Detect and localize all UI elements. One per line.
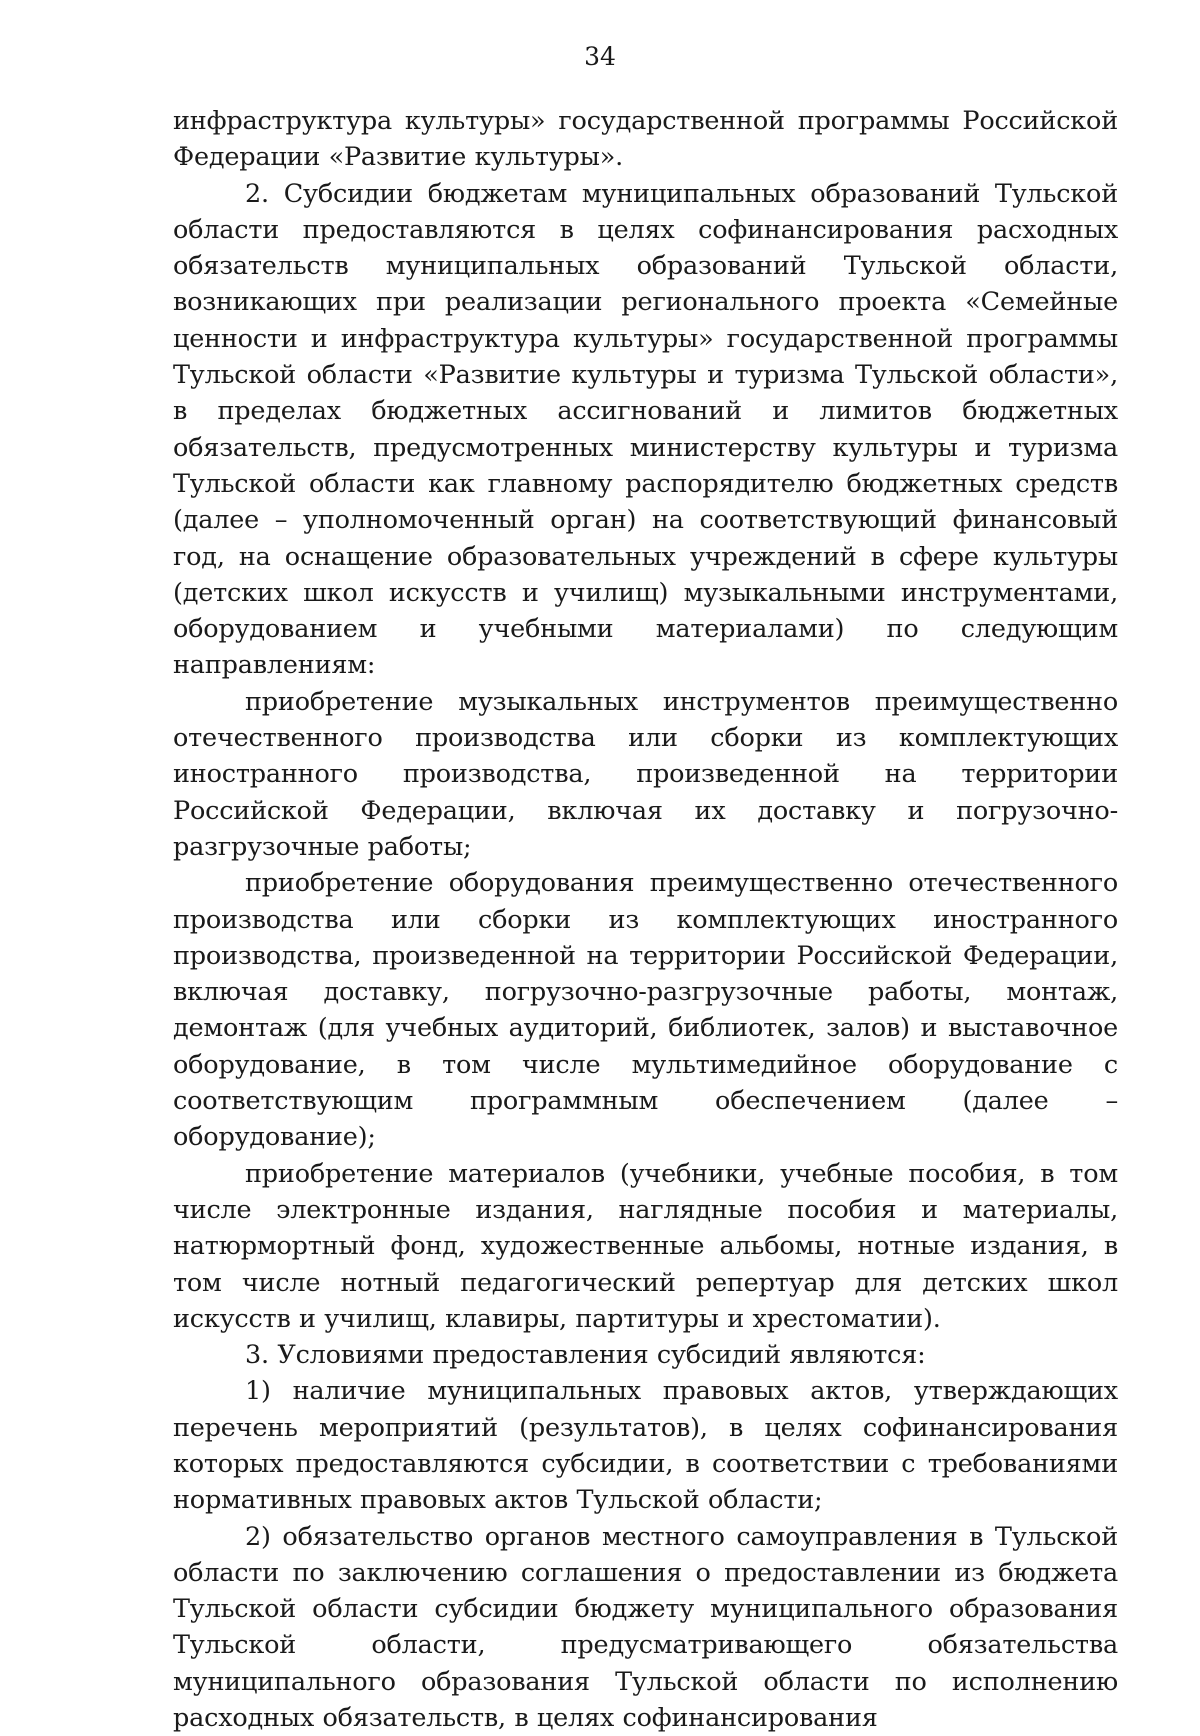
paragraph-condition-2: 2) обязательство органов местного самоуправления в Тульской области по заключению соглашения о предоставлении из бюджета Тульской области субсидии бюджету муниципального образования Тульской области, предусматривающего обязательства муниципального образования Тульской области по исполнению расходных обязательств, в целях софинансирования [173, 1521, 1118, 1734]
paragraph-direction-materials: приобретение материалов (учебники, учебные пособия, в том числе электронные издания, наглядные пособия и материалы, натюрмортный фонд, художественные альбомы, нотные издания, в том числе нотный педагогический репертуар для детских школ искусств и училищ, клавиры, партитуры и хрестоматии). [173, 1158, 1118, 1334]
paragraph-direction-instruments: приобретение музыкальных инструментов преимущественно отечественного производства или сборки из комплектующих иностранного производства, произведенной на территории Российской Федерации, включая их доставку и погрузочно-разгрузочные работы; [173, 686, 1118, 862]
paragraph-direction-equipment: приобретение оборудования преимущественно отечественного производства или сборки из комплектующих иностранного производства, произведенной на территории Российской Федерации, включая доставку, погрузочно-разгрузочные работы, монтаж, демонтаж (для учебных аудиторий, библиотек, залов) и выставочное оборудование, в том числе мультимедийное оборудование с соответствующим программным обеспечением (далее – оборудование); [173, 868, 1118, 1153]
paragraph-continuation: инфраструктура культуры» государственной программы Российской Федерации «Развитие культуры». [173, 106, 1118, 173]
paragraph-condition-1: 1) наличие муниципальных правовых актов, утверждающих перечень мероприятий (результатов), в целях софинансирования которых предоставляются субсидии, в соответствии с требованиями нормативных правовых актов Тульской области; [173, 1376, 1118, 1516]
page-number: 34 [584, 42, 616, 71]
paragraph-item-3: 3. Условиями предоставления субсидий являются: [245, 1340, 926, 1371]
document-body [173, 103, 1118, 1736]
paragraph-item-2: 2. Субсидии бюджетам муниципальных образований Тульской области предоставляются в целях софинансирования расходных обязательств муниципальных образований Тульской области, возникающих при реализации регионального проекта «Семейные ценности и инфраструктура культуры» государственной программы Тульской области «Развитие культуры и туризма Тульской области», в пределах бюджетных ассигнований и лимитов бюджетных обязательств, предусмотренных министерству культуры и туризма Тульской области как главному распорядителю бюджетных средств (далее – уполномоченный орган) на соответствующий финансовый год, на оснащение образовательных учреждений в сфере культуры (детских школ искусств и училищ) музыкальными инструментами, оборудованием и учебными материалами) по следующим направлениям: [173, 178, 1118, 681]
